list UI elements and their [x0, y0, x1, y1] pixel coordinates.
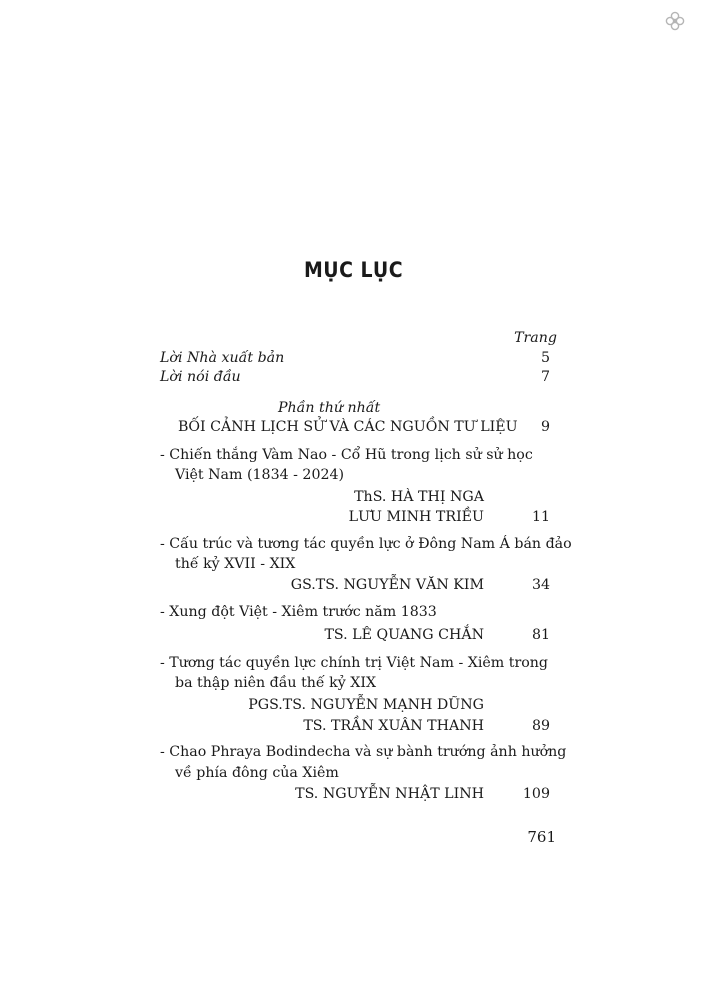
page-column-header: Trang — [514, 330, 557, 346]
page-title: MỤC LỤC — [304, 258, 404, 282]
article-title-line: - Chao Phraya Bodindecha và sự bành trướng ảnh hưởng — [160, 744, 567, 760]
article-author: GS.TS. NGUYỄN VĂN KIM — [290, 577, 484, 593]
article-title-line: Việt Nam (1834 - 2024) — [175, 467, 345, 483]
article-author: LƯU MINH TRIỀU — [348, 509, 484, 525]
article-author: TS. TRẦN XUÂN THANH — [303, 718, 484, 734]
toc-page-number: 5 — [540, 350, 550, 366]
article-title-line: về phía đông của Xiêm — [175, 765, 339, 781]
page-number: 761 — [527, 828, 556, 846]
part-label: Phần thứ nhất — [278, 400, 381, 416]
article-author: TS. LÊ QUANG CHẮN — [324, 627, 484, 643]
article-author: PGS.TS. NGUYỄN MẠNH DŨNG — [248, 697, 484, 713]
toc-page-number: 11 — [531, 509, 550, 525]
toc-page-number: 34 — [531, 577, 550, 593]
article-title-line: thế kỷ XVII - XIX — [175, 556, 296, 572]
article-title-line: - Tương tác quyền lực chính trị Việt Nam - Xiêm trong — [160, 655, 548, 671]
part-title: BỐI CẢNH LỊCH SỬ VÀ CÁC NGUỒN TƯ LIỆU — [178, 419, 518, 435]
toc-entry-foreword: Lời nói đầu — [160, 369, 241, 385]
toc-page-number: 109 — [522, 786, 550, 802]
toc-page-number: 81 — [531, 627, 550, 643]
article-author: ThS. HÀ THỊ NGA — [354, 489, 484, 505]
article-title-line: - Xung đột Việt - Xiêm trước năm 1833 — [160, 604, 437, 620]
article-title-line: - Cấu trúc và tương tác quyền lực ở Đông Nam Á bán đảo — [160, 536, 572, 552]
article-author: TS. NGUYỄN NHẬT LINH — [295, 786, 484, 802]
flower-ornament-icon — [664, 10, 686, 32]
toc-page-number: 89 — [531, 718, 550, 734]
toc-entry-publisher-note: Lời Nhà xuất bản — [160, 350, 285, 366]
article-title-line: ba thập niên đầu thế kỷ XIX — [175, 675, 377, 691]
toc-page-number: 7 — [540, 369, 550, 385]
toc-page-number: 9 — [540, 419, 550, 435]
article-title-line: - Chiến thắng Vàm Nao - Cổ Hũ trong lịch sử sử học — [160, 447, 533, 463]
